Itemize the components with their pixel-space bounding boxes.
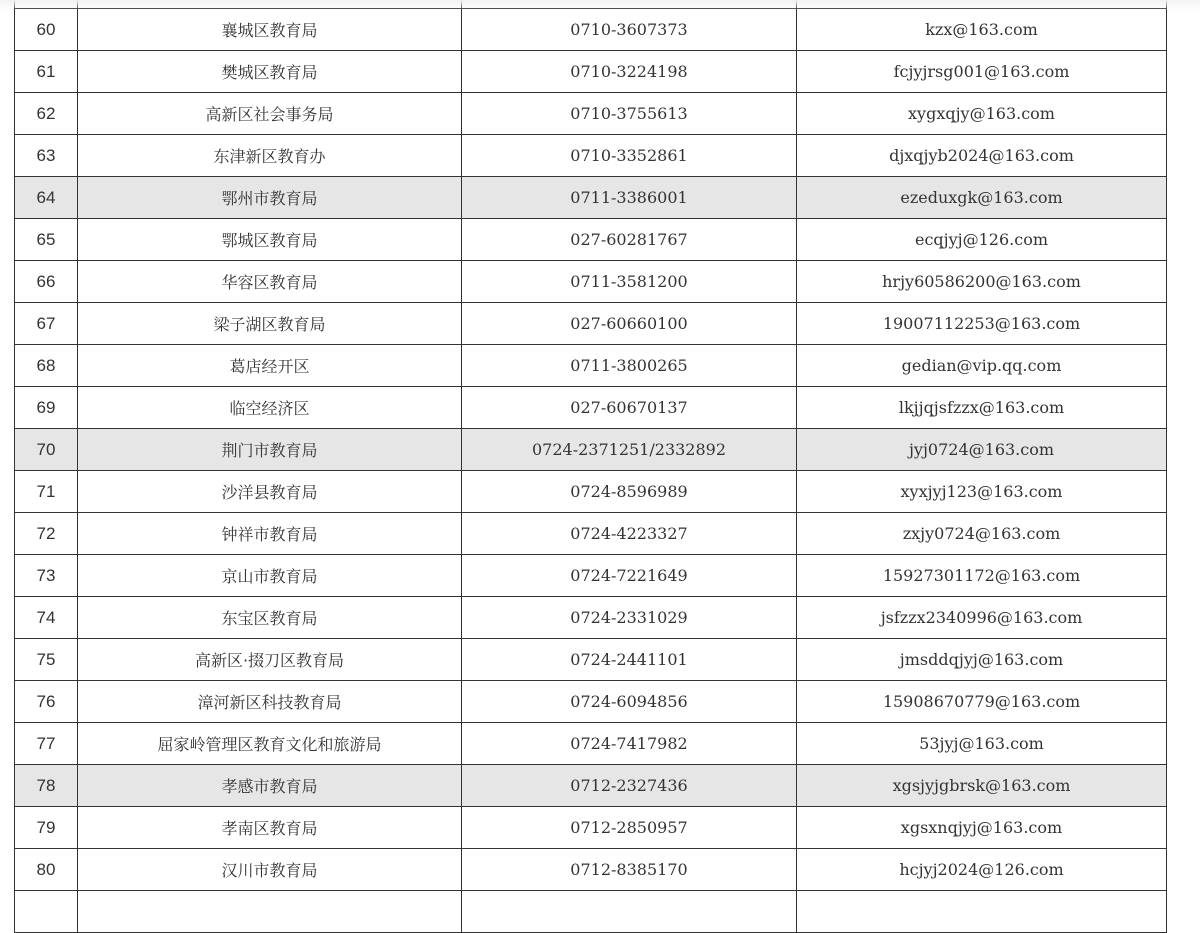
phone-cell: 027-60660100 [462,303,797,345]
table-row [15,807,1167,849]
email-cell: jsfzzx2340996@163.com [797,597,1167,639]
organization-cell: 东津新区教育办 [78,135,462,177]
row-number-cell: 65 [15,219,78,261]
row-number-cell: 72 [15,513,78,555]
email-cell: hcjyj2024@126.com [797,849,1167,891]
email-cell: lkjjqjsfzzx@163.com [797,387,1167,429]
email-cell: xyxjyj123@163.com [797,471,1167,513]
organization-cell: 沙洋县教育局 [78,471,462,513]
organization-cell: 华容区教育局 [78,261,462,303]
phone-cell: 0710-3352861 [462,135,797,177]
organization-cell: 鄂州市教育局 [78,177,462,219]
phone-cell: 0724-7417982 [462,723,797,765]
table-row [15,723,1167,765]
table-row [15,429,1167,471]
email-cell: zxjy0724@163.com [797,513,1167,555]
organization-cell: 临空经济区 [78,387,462,429]
email-cell: fcjyjrsg001@163.com [797,51,1167,93]
email-cell: hrjy60586200@163.com [797,261,1167,303]
table-row [15,471,1167,513]
organization-cell: 屈家岭管理区教育文化和旅游局 [78,723,462,765]
table-row [15,639,1167,681]
email-cell [797,0,1167,9]
row-number-cell: 76 [15,681,78,723]
table-row [15,555,1167,597]
email-cell: 53jyj@163.com [797,723,1167,765]
phone-cell: 0711-3581200 [462,261,797,303]
phone-cell: 0724-7221649 [462,555,797,597]
table-row [15,219,1167,261]
phone-cell: 027-60670137 [462,387,797,429]
table-row [15,177,1167,219]
email-cell: jmsddqjyj@163.com [797,639,1167,681]
table-row [15,0,1167,9]
organization-cell: 漳河新区科技教育局 [78,681,462,723]
row-number-cell: 80 [15,849,78,891]
row-number-cell: 71 [15,471,78,513]
email-cell: 19007112253@163.com [797,303,1167,345]
phone-cell: 0724-2331029 [462,597,797,639]
phone-cell: 0724-2371251/2332892 [462,429,797,471]
email-cell: ezeduxgk@163.com [797,177,1167,219]
email-cell: xgsxnqjyj@163.com [797,807,1167,849]
row-number-cell: 67 [15,303,78,345]
row-number-cell: 61 [15,51,78,93]
row-number-cell: 64 [15,177,78,219]
phone-cell: 0711-3386001 [462,177,797,219]
row-number-cell: 60 [15,9,78,51]
email-cell: xygxqjy@163.com [797,93,1167,135]
table-row [15,681,1167,723]
email-cell [797,891,1167,933]
email-cell: 15908670779@163.com [797,681,1167,723]
table-row [15,303,1167,345]
phone-cell: 027-60281767 [462,219,797,261]
organization-cell: 鄂城区教育局 [78,219,462,261]
table-row [15,765,1167,807]
organization-cell [78,0,462,9]
email-cell: djxqjyb2024@163.com [797,135,1167,177]
row-number-cell: 68 [15,345,78,387]
organization-cell: 孝感市教育局 [78,765,462,807]
row-number-cell: 66 [15,261,78,303]
phone-cell: 0724-6094856 [462,681,797,723]
organization-cell: 孝南区教育局 [78,807,462,849]
row-number-cell: 74 [15,597,78,639]
phone-cell: 0710-3224198 [462,51,797,93]
organization-cell: 东宝区教育局 [78,597,462,639]
row-number-cell: 73 [15,555,78,597]
table-row [15,513,1167,555]
phone-cell: 0710-3607373 [462,9,797,51]
table-row [15,597,1167,639]
row-number-cell: 77 [15,723,78,765]
row-number-cell: 69 [15,387,78,429]
table-row [15,135,1167,177]
phone-cell: 0712-2327436 [462,765,797,807]
row-number-cell: 79 [15,807,78,849]
row-number-cell: 75 [15,639,78,681]
phone-cell: 0724-4223327 [462,513,797,555]
email-cell: ecqjyj@126.com [797,219,1167,261]
row-number-cell: 63 [15,135,78,177]
phone-cell: 0712-2850957 [462,807,797,849]
organization-cell: 京山市教育局 [78,555,462,597]
table-row [15,387,1167,429]
table-row [15,9,1167,51]
organization-cell: 襄城区教育局 [78,9,462,51]
phone-cell: 0724-2441101 [462,639,797,681]
table-row [15,261,1167,303]
organization-cell: 荆门市教育局 [78,429,462,471]
organization-cell: 钟祥市教育局 [78,513,462,555]
contact-table-container [14,0,1166,933]
row-number-cell: 62 [15,93,78,135]
table-row [15,891,1167,933]
phone-cell [462,0,797,9]
email-cell: gedian@vip.qq.com [797,345,1167,387]
table-row [15,93,1167,135]
phone-cell: 0711-3800265 [462,345,797,387]
table-row [15,345,1167,387]
organization-cell: 樊城区教育局 [78,51,462,93]
organization-cell: 高新区社会事务局 [78,93,462,135]
email-cell: jyj0724@163.com [797,429,1167,471]
row-number-cell: 78 [15,765,78,807]
phone-cell: 0724-8596989 [462,471,797,513]
table-row [15,51,1167,93]
row-number-cell: 70 [15,429,78,471]
phone-cell: 0712-8385170 [462,849,797,891]
row-number-cell [15,891,78,933]
email-cell: kzx@163.com [797,9,1167,51]
education-bureau-contact-table [14,0,1167,933]
organization-cell: 葛店经开区 [78,345,462,387]
organization-cell: 梁子湖区教育局 [78,303,462,345]
table-body [15,0,1167,933]
table-row [15,849,1167,891]
organization-cell [78,891,462,933]
email-cell: 15927301172@163.com [797,555,1167,597]
organization-cell: 高新区·掇刀区教育局 [78,639,462,681]
phone-cell [462,891,797,933]
row-number-cell [15,0,78,9]
organization-cell: 汉川市教育局 [78,849,462,891]
email-cell: xgsjyjgbrsk@163.com [797,765,1167,807]
phone-cell: 0710-3755613 [462,93,797,135]
